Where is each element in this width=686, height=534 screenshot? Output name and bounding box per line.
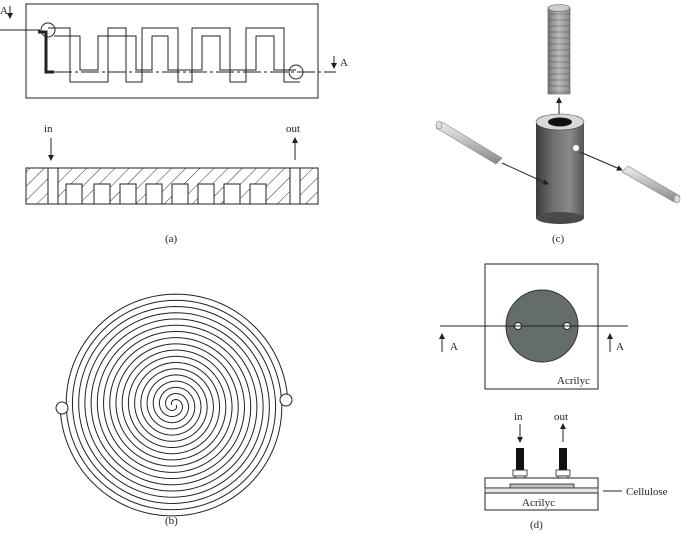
spiral-outlet-port [280, 394, 292, 406]
outlet-label: out [286, 123, 301, 135]
left-tube [436, 121, 502, 164]
caption-b: (b) [165, 515, 178, 527]
inlet-label: in [44, 123, 53, 135]
stacked-rod [548, 5, 570, 95]
bottom-material-label: Acrilyc [522, 497, 555, 509]
caption-c: (c) [552, 233, 565, 245]
right-tube [622, 166, 680, 203]
section-label-left: A [0, 5, 8, 17]
spiral-arm [60, 300, 282, 516]
d-outlet-label: out [554, 411, 569, 423]
panel-a [0, 4, 348, 245]
caption-d: (d) [530, 519, 543, 531]
section-label-right: A [340, 57, 348, 69]
spiral-arm [66, 294, 288, 510]
cellulose-label: Cellulose [626, 486, 668, 498]
cylinder-holder [536, 114, 584, 224]
spiral-inlet-port [56, 402, 68, 414]
section-label-d-right: A [616, 341, 624, 353]
inlet-port [41, 23, 55, 37]
caption-a: (a) [165, 233, 178, 245]
inlet-channel [38, 32, 54, 72]
right-tube-arrow [580, 152, 622, 170]
middle-layer [485, 488, 598, 493]
panel-c [436, 5, 680, 246]
panel-b [56, 294, 292, 527]
panel-d [440, 264, 668, 531]
top-material-label: Acrilyc [557, 375, 590, 387]
section-label-d-left: A [450, 341, 458, 353]
serpentine-channel-inner [54, 36, 296, 70]
spiral-channel [60, 294, 288, 516]
d-inlet-label: in [514, 411, 523, 423]
